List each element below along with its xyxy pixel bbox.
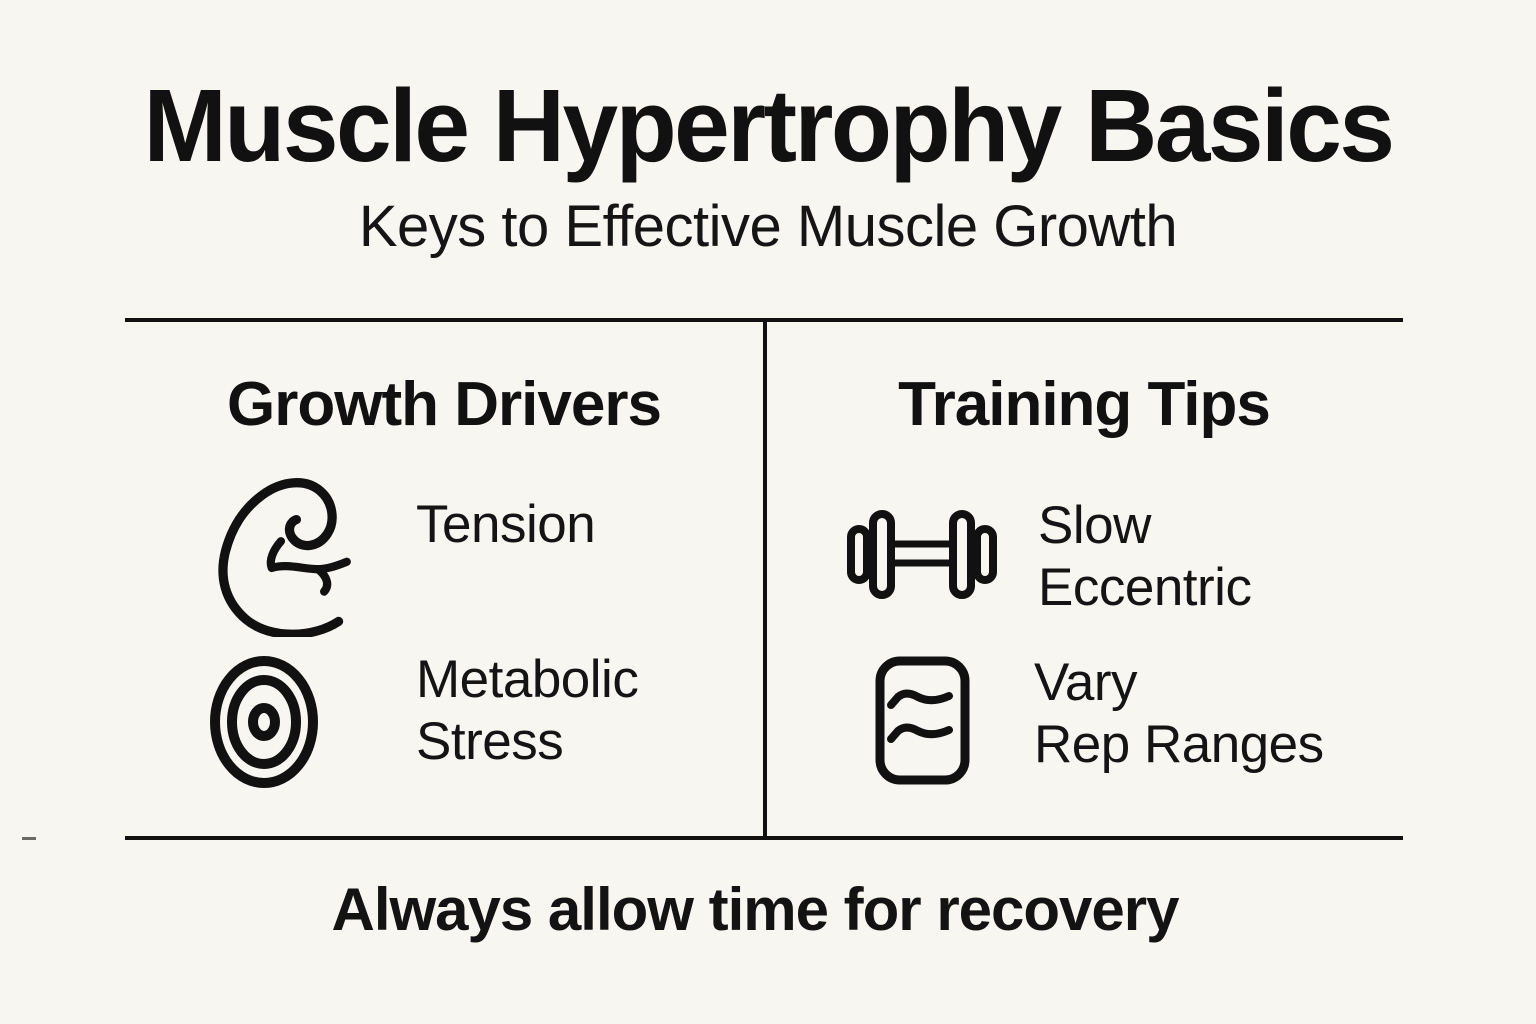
column-header-growth-drivers: Growth Drivers <box>227 370 661 439</box>
label-line: Vary <box>1034 653 1138 712</box>
label-line: Stress <box>416 712 564 771</box>
page-subtitle: Keys to Effective Muscle Growth <box>358 194 1178 259</box>
label-line: Metabolic <box>416 650 639 709</box>
item-label-vary-rep-ranges <box>1034 652 1324 776</box>
stray-mark <box>22 837 36 840</box>
item-label-tension <box>416 494 595 556</box>
target-icon <box>208 654 320 790</box>
flexed-bicep-icon <box>211 467 355 637</box>
label-line: Tension <box>416 495 596 554</box>
label-line: Eccentric <box>1038 558 1252 617</box>
item-label-slow-eccentric <box>1038 495 1251 619</box>
item-label-metabolic-stress <box>416 649 638 773</box>
footer-note: Always allow time for recovery <box>331 876 1179 943</box>
label-line: Slow <box>1038 496 1151 555</box>
dumbbell-icon <box>847 510 997 599</box>
column-header-training-tips: Training Tips <box>898 370 1270 439</box>
label-line: Rep Ranges <box>1034 715 1324 774</box>
page-title: Muscle Hypertrophy Basics <box>143 68 1393 184</box>
rep-ranges-list-icon <box>875 656 970 785</box>
